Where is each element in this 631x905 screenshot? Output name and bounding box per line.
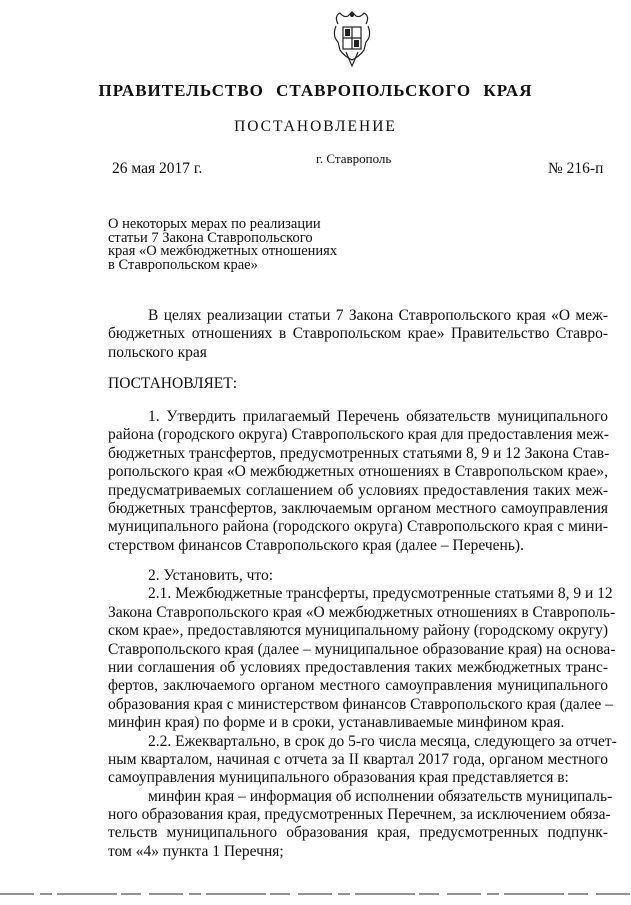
item-1-line: бюджетных трансфертов, заключаемым органом местного самоуправления [108,499,608,517]
document-date: 26 мая 2017 г. [112,160,203,177]
item-2-line: 2.1. Межбюджетные трансферты, предусмотренные статьями 8, 9 и 12 [148,585,613,603]
item-1-line: предусматриваемых соглашением об условиях предоставления таких меж- [108,481,608,499]
document-type: ПОСТАНОВЛЕНИЕ [234,118,397,135]
item-1 [108,408,608,555]
resolves-heading: ПОСТАНОВЛЯЕТ: [108,375,238,392]
subject-line: статьи 7 Закона Ставропольского [108,229,313,246]
document-city: г. Ставрополь [316,151,392,166]
subject-line: в Ставропольском крае» [108,256,258,273]
item-2-line: минфин края) по форме и в сроки, устанавливаемые минфином края. [108,714,565,732]
item-2 [108,567,617,861]
item-2-line: 2. Установить, что: [148,567,274,584]
item-2-line: нии соглашения об условиях предоставления таких межбюджетных транс- [108,658,608,676]
page-bottom-border [0,888,631,900]
preamble-line: польского края [108,343,207,361]
item-2-line: ском крае», предоставляются муниципальному району (городскому округу) [108,622,608,640]
item-2-line: минфин края – информация об исполнении обязательств муниципаль- [148,787,613,805]
item-1-line: стерством финансов Ставропольского края (далее – Перечень). [108,536,524,554]
preamble-line: В целях реализации статьи 7 Закона Ставропольского края «О меж- [148,307,608,324]
item-2-line: ным кварталом, начиная с отчета за II квартал 2017 года, органом местного [108,750,608,768]
document-subject [108,218,337,272]
item-2-line: том «4» пункта 1 Перечня; [108,842,284,860]
item-2-line: тельств муниципального образования края, предусмотренных подпунк- [108,824,608,842]
item-1-line: 1. Утвердить прилагаемый Перечень обязательств муниципального [148,408,608,425]
document-number: № 216-п [548,160,604,177]
item-2-line: 2.2. Ежеквартально, в срок до 5-го числа месяца, следующего за отчет- [148,732,617,750]
item-1-line: бюджетных трансфертов, предусмотренных статьями 8, 9 и 12 Закона Став- [108,444,610,462]
coat-of-arms-icon [330,10,374,68]
subject-line: края «О межбюджетных отношениях [108,243,338,259]
item-2-line: фертов, заключаемого органом местного самоуправления муниципального [108,677,608,695]
item-1-line: муниципального района (городского округа) Ставропольского края с мини- [108,518,608,536]
subject-line: О некоторых мерах по реализации [108,216,321,232]
item-2-line: Закона Ставропольского края «О межбюджетных отношениях в Ставрополь- [108,603,616,621]
preamble [108,307,608,362]
government-name: ПРАВИТЕЛЬСТВО СТАВРОПОЛЬСКОГО КРАЯ [98,81,533,100]
preamble-line: бюджетных отношениях в Ставропольском крае» Правительство Ставро- [108,325,608,343]
item-1-line: ропольского края «О межбюджетных отношениях в Ставропольском крае», [108,463,608,481]
item-1-line: района (городского округа) Ставропольского края для предоставления меж- [108,426,609,444]
item-2-line: ного образования края, предусмотренных Перечнем, за исключением обяза- [108,806,611,824]
item-2-line: образования края с министерством финансов Ставропольского края (далее – [108,695,613,713]
item-2-line: самоуправления муниципального образования края представляется в: [108,769,569,787]
item-2-line: Ставропольского края (далее – муниципальное образование края) на основа- [108,640,616,658]
